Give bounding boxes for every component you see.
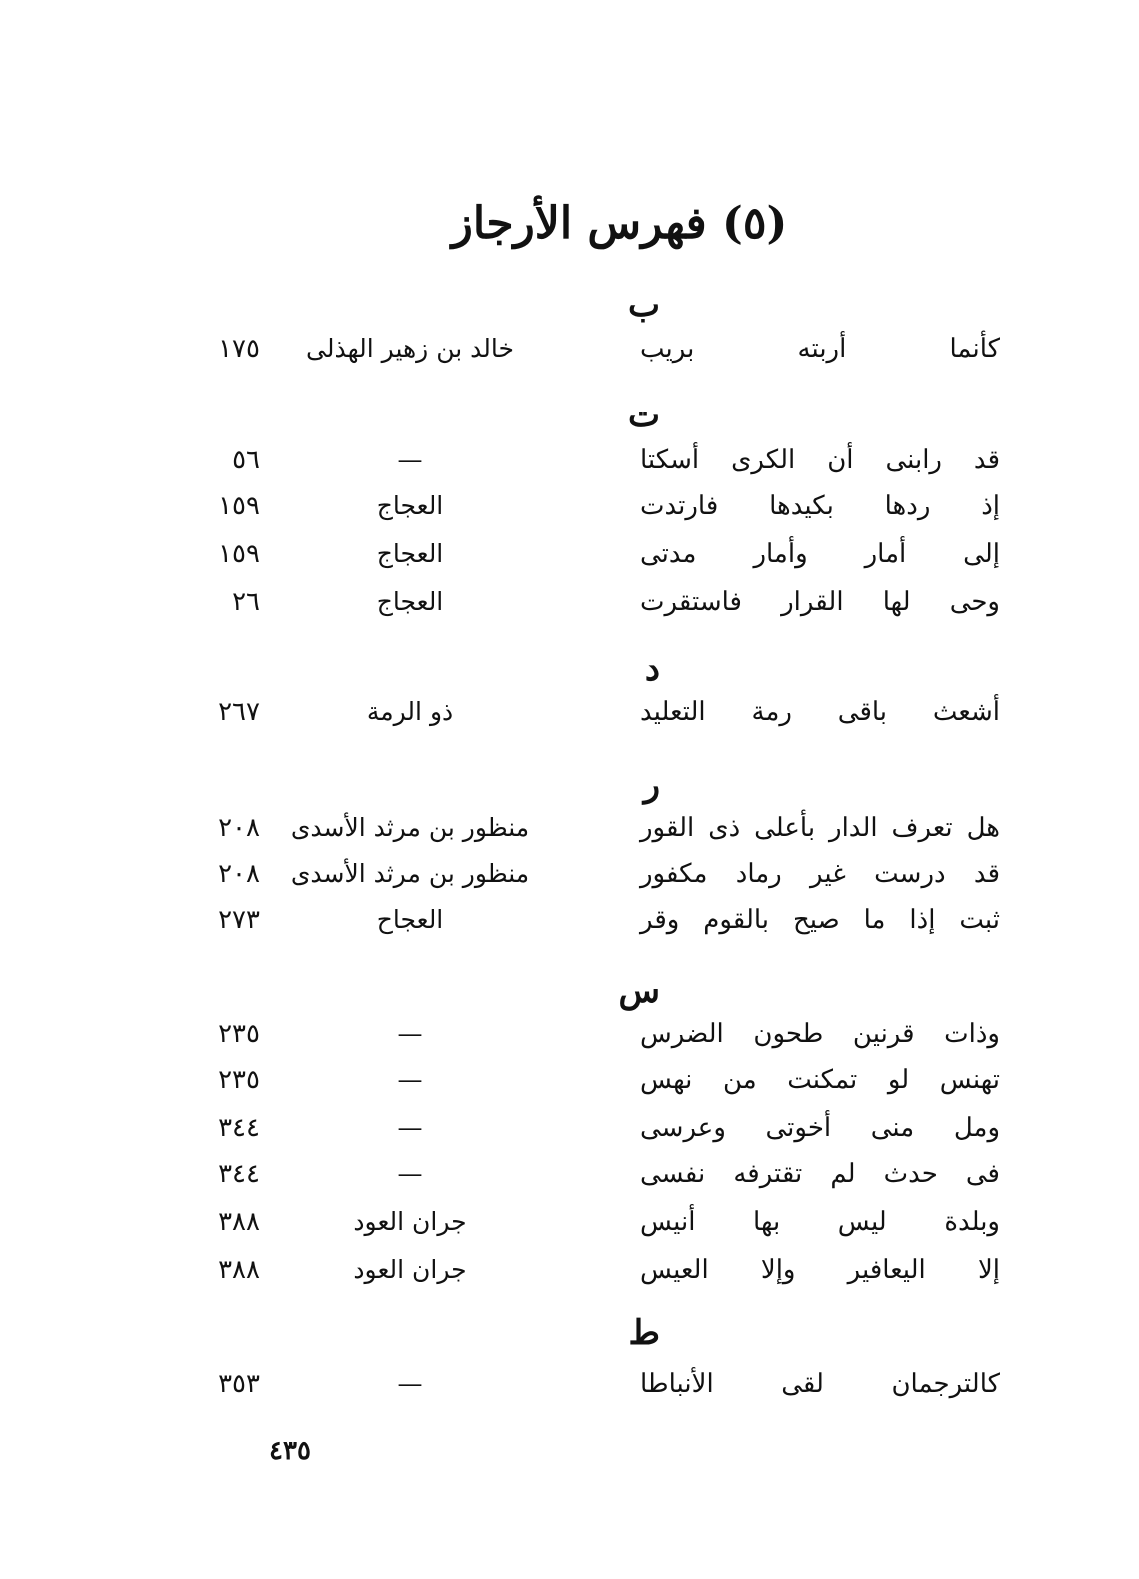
section-letter: ط bbox=[628, 1313, 660, 1353]
index-entry bbox=[0, 1058, 1139, 1102]
verse-text: إلا اليعافير وإلا العيس bbox=[640, 1255, 1000, 1285]
verse-text: هل تعرف الدار بأعلى ذى القور bbox=[640, 813, 1000, 843]
verse-text: وحى لها القرار فاستقرت bbox=[640, 587, 1000, 617]
index-entry bbox=[0, 1106, 1139, 1150]
index-entry bbox=[0, 1248, 1139, 1292]
verse-text: أشعث باقى رمة التعليد bbox=[640, 697, 1000, 727]
verse-text: تهنس لو تمكنت من نهس bbox=[640, 1065, 1000, 1095]
page-reference: ١٥٩ bbox=[218, 491, 260, 521]
index-entry bbox=[0, 898, 1139, 942]
poet-name: العجاج bbox=[376, 491, 444, 520]
poet-name: ذو الرمة bbox=[366, 697, 454, 726]
section-letter: ر bbox=[643, 765, 660, 805]
poet-name: جران العود bbox=[353, 1207, 467, 1236]
verse-text: ثبت إذا ما صيح بالقوم وقر bbox=[640, 905, 1000, 935]
section-letter: د bbox=[644, 649, 660, 689]
section-letter: ت bbox=[627, 395, 660, 435]
verse-text: قد رابنى أن الكرى أسكتا bbox=[640, 445, 1000, 475]
page-reference: ٣٤٤ bbox=[218, 1159, 260, 1189]
index-entry bbox=[0, 580, 1139, 624]
index-entry bbox=[0, 438, 1139, 482]
index-entry bbox=[0, 532, 1139, 576]
poet-name: منظور بن مرثد الأسدى bbox=[290, 859, 530, 888]
poet-name: منظور بن مرثد الأسدى bbox=[290, 813, 530, 842]
poet-name: — bbox=[397, 445, 423, 474]
verse-text: إلى أمار وأمار مدتى bbox=[640, 539, 1000, 569]
page-reference: ٢٠٨ bbox=[218, 859, 260, 889]
page-reference: ١٥٩ bbox=[218, 539, 260, 569]
verse-text: إذ ردها بكيدها فارتدت bbox=[640, 491, 1000, 521]
page-reference: ٣٥٣ bbox=[218, 1369, 260, 1399]
poet-name: العجاج bbox=[376, 539, 444, 568]
index-entry bbox=[0, 484, 1139, 528]
verse-text: وذات قرنين طحون الضرس bbox=[640, 1019, 1000, 1049]
poet-name: خالد بن زهير الهذلى bbox=[306, 334, 514, 363]
verse-text: وبلدة ليس بها أنيس bbox=[640, 1207, 1000, 1237]
poet-name: — bbox=[397, 1369, 423, 1398]
page-number: ٤٣٥ bbox=[269, 1436, 311, 1466]
poet-name: العجاح bbox=[376, 905, 444, 934]
section-letter: ب bbox=[627, 285, 660, 325]
page-reference: ٢٠٨ bbox=[218, 813, 260, 843]
page-title-text: (٥) فهرس الأرجاز bbox=[451, 198, 788, 249]
index-entry bbox=[0, 690, 1139, 734]
page-reference: ٢٦٧ bbox=[218, 697, 260, 727]
poet-name: — bbox=[397, 1065, 423, 1094]
index-entry bbox=[0, 806, 1139, 850]
index-entry bbox=[0, 1200, 1139, 1244]
page-reference: ٣٨٨ bbox=[218, 1207, 260, 1237]
page-reference: ٢٧٣ bbox=[218, 905, 260, 935]
poet-name: العجاج bbox=[376, 587, 444, 616]
page-reference: ٢٣٥ bbox=[218, 1019, 260, 1049]
verse-text: كأنما أربته بريب bbox=[640, 334, 1000, 364]
poet-name: — bbox=[397, 1113, 423, 1142]
page-reference: ٣٨٨ bbox=[218, 1255, 260, 1285]
page-reference: ١٧٥ bbox=[218, 334, 260, 364]
verse-text: كالترجمان لقى الأنباطا bbox=[640, 1369, 1000, 1399]
poet-name: جران العود bbox=[353, 1255, 467, 1284]
poet-name: — bbox=[397, 1159, 423, 1188]
page-reference: ٥٦ bbox=[232, 445, 260, 475]
verse-text: فى حدث لم تقترفه نفسى bbox=[640, 1159, 1000, 1189]
page-reference: ٢٣٥ bbox=[218, 1065, 260, 1095]
verse-text: قد درست غير رماد مكفور bbox=[640, 859, 1000, 889]
index-entry bbox=[0, 1362, 1139, 1406]
poet-name: — bbox=[397, 1019, 423, 1048]
index-entry bbox=[0, 327, 1139, 371]
index-entry bbox=[0, 1012, 1139, 1056]
index-entry bbox=[0, 1152, 1139, 1196]
index-entry bbox=[0, 852, 1139, 896]
section-letter: س bbox=[618, 971, 660, 1011]
page-reference: ٢٦ bbox=[232, 587, 260, 617]
verse-text: ومل منى أخوتى وعرسى bbox=[640, 1113, 1000, 1143]
page-reference: ٣٤٤ bbox=[218, 1113, 260, 1143]
